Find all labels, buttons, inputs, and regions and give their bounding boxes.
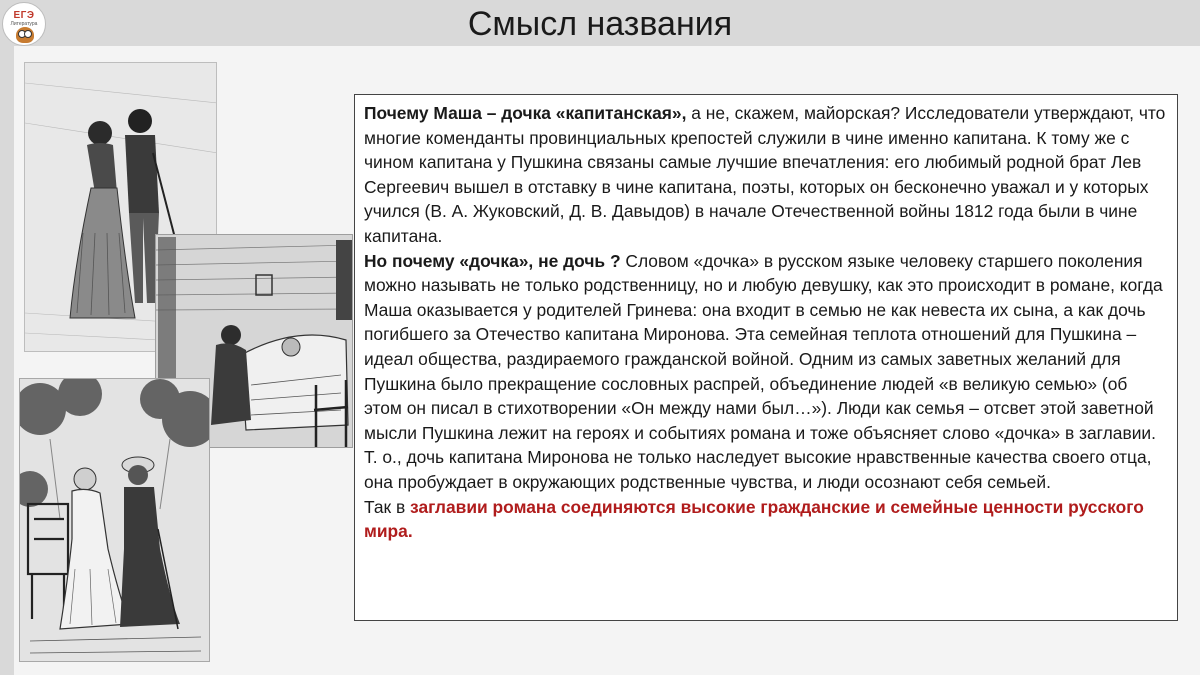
main-text-box — [354, 94, 1178, 621]
paragraph-final — [364, 495, 1169, 544]
paragraph-daughter — [364, 249, 1169, 446]
answer-captain: а не, скажем, майорская? Исследователи утверждают, что многие коменданты провинциальных крепостей служили в чине именно капитана. К тому же с чином капитана у Пушкина связаны самые лучшие впечатления: его любимый родной брат Лев Сергеевич вышел в отставку в чине капитана, поэты, которых он бесконечно уважал и у которых учился (В. А. Жуковский, Д. В. Давыдов) в начале Отечественной войны 1812 года были в чине капитана. — [364, 103, 1166, 246]
logo-subtext: Литература — [10, 21, 38, 27]
final-lead: Так в — [364, 496, 411, 517]
logo-text: ЕГЭ — [13, 10, 35, 21]
question-daughter: Но почему «дочка», не дочь ? — [364, 250, 621, 271]
page-title: Смысл названия — [467, 5, 733, 43]
paragraph-conclusion: Т. о., дочь капитана Миронова не только наследует высокие нравственные качества своего отца, она пробуждает в окружающих родственные чувства, и люди осознают себя семьей. — [364, 447, 1152, 492]
question-captain: Почему Маша – дочка «капитанская», — [364, 103, 687, 123]
final-highlight: заглавии романа соединяются высокие гражданские и семейные ценности русского мира. — [364, 496, 1144, 542]
illustration-garden-bench — [19, 378, 210, 662]
answer-daughter: Словом «дочка» в русском языке человеку старшего поколения можно называть не только родственницу, но и любую девушку, как это происходит в романе, когда Маша оказывается у родителей Гринева: она входит в семью не как невеста их сына, а как дочь погибшего за Отечество капитана Миронова. Эта семейная теплота отношений для Пушкина – идеал общества, раздираемого гражданской войной. Одним из самых заветных желаний для Пушкина было прекращение сословных распрей, объединение людей «в великую семью» (об этом он писал в стихотворении «Он между нами был…»). Люди как семья – отсвет этой заветной мысли Пушкина лежит на героях и событиях романа и тоже объясняет слово «дочка» в заглавии. — [364, 250, 1163, 443]
paragraph-captain — [364, 101, 1169, 249]
